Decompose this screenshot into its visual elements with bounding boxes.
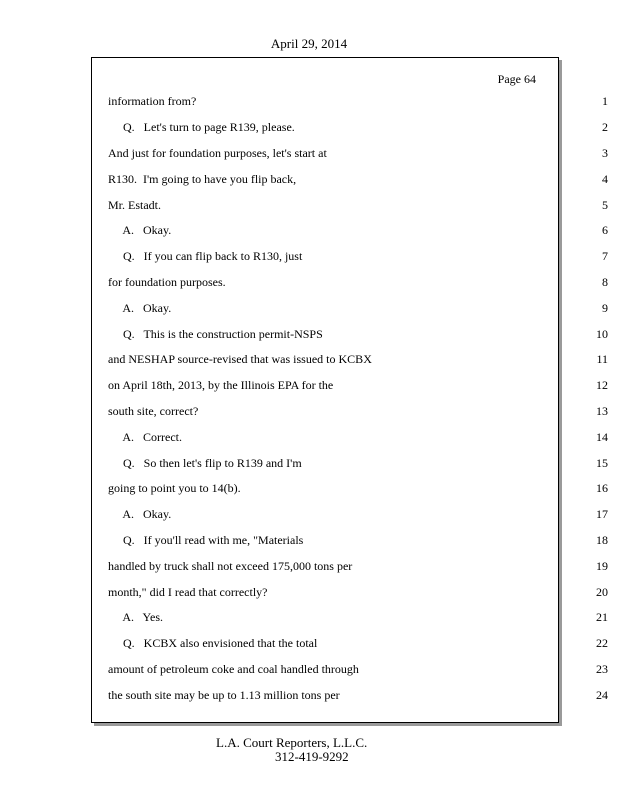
line-number: 20 [596, 585, 608, 599]
line-number: 15 [596, 456, 608, 470]
line-text: amount of petroleum coke and coal handled through [108, 662, 359, 676]
line-number: 11 [596, 352, 608, 366]
line-text: Q. KCBX also envisioned that the total [108, 636, 318, 650]
line-number: 18 [596, 533, 608, 547]
line-text: south site, correct? [108, 404, 199, 418]
line-text: and NESHAP source-revised that was issued to KCBX [108, 352, 372, 366]
line-text: A. Okay. [108, 507, 172, 521]
line-text: month," did I read that correctly? [108, 585, 268, 599]
line-number: 6 [602, 223, 608, 237]
line-number: 4 [602, 172, 608, 186]
line-number: 21 [596, 610, 608, 624]
line-text: information from? [108, 94, 197, 108]
line-text: A. Correct. [108, 430, 182, 444]
line-number: 8 [602, 275, 608, 289]
line-text: Q. Let's turn to page R139, please. [108, 120, 295, 134]
line-text: R130. I'm going to have you flip back, [108, 172, 297, 186]
line-text: going to point you to 14(b). [108, 481, 241, 495]
line-number: 24 [596, 688, 608, 702]
header-date: April 29, 2014 [270, 36, 348, 51]
line-number: 3 [602, 146, 608, 160]
page-number: Page 64 [497, 72, 536, 86]
line-text: A. Yes. [108, 610, 164, 624]
line-number: 17 [596, 507, 608, 521]
line-text: Q. If you'll read with me, "Materials [108, 533, 304, 547]
line-number: 14 [596, 430, 608, 444]
line-text: Q. So then let's flip to R139 and I'm [108, 456, 302, 470]
line-text: the south site may be up to 1.13 million tons per [108, 688, 340, 702]
line-number: 12 [596, 378, 608, 392]
line-number: 5 [602, 198, 608, 212]
line-number: 23 [596, 662, 608, 676]
line-number: 1 [602, 94, 608, 108]
line-number: 13 [596, 404, 608, 418]
line-text: And just for foundation purposes, let's start at [108, 146, 327, 160]
line-text: Mr. Estadt. [108, 198, 161, 212]
footer-phone: 312-419-9292 [275, 749, 349, 764]
line-text: Q. If you can flip back to R130, just [108, 249, 303, 263]
line-number: 7 [602, 249, 608, 263]
line-text: on April 18th, 2013, by the Illinois EPA for the [108, 378, 334, 392]
line-number: 19 [596, 559, 608, 573]
footer-company: L.A. Court Reporters, L.L.C. [216, 735, 368, 750]
line-number: 2 [602, 120, 608, 134]
line-number: 9 [602, 301, 608, 315]
line-text: A. Okay. [108, 223, 172, 237]
line-text: handled by truck shall not exceed 175,000 tons per [108, 559, 353, 573]
line-number: 10 [596, 327, 608, 341]
line-text: A. Okay. [108, 301, 172, 315]
line-text: for foundation purposes. [108, 275, 226, 289]
line-number: 22 [596, 636, 608, 650]
line-number: 16 [596, 481, 608, 495]
line-text: Q. This is the construction permit-NSPS [108, 327, 323, 341]
